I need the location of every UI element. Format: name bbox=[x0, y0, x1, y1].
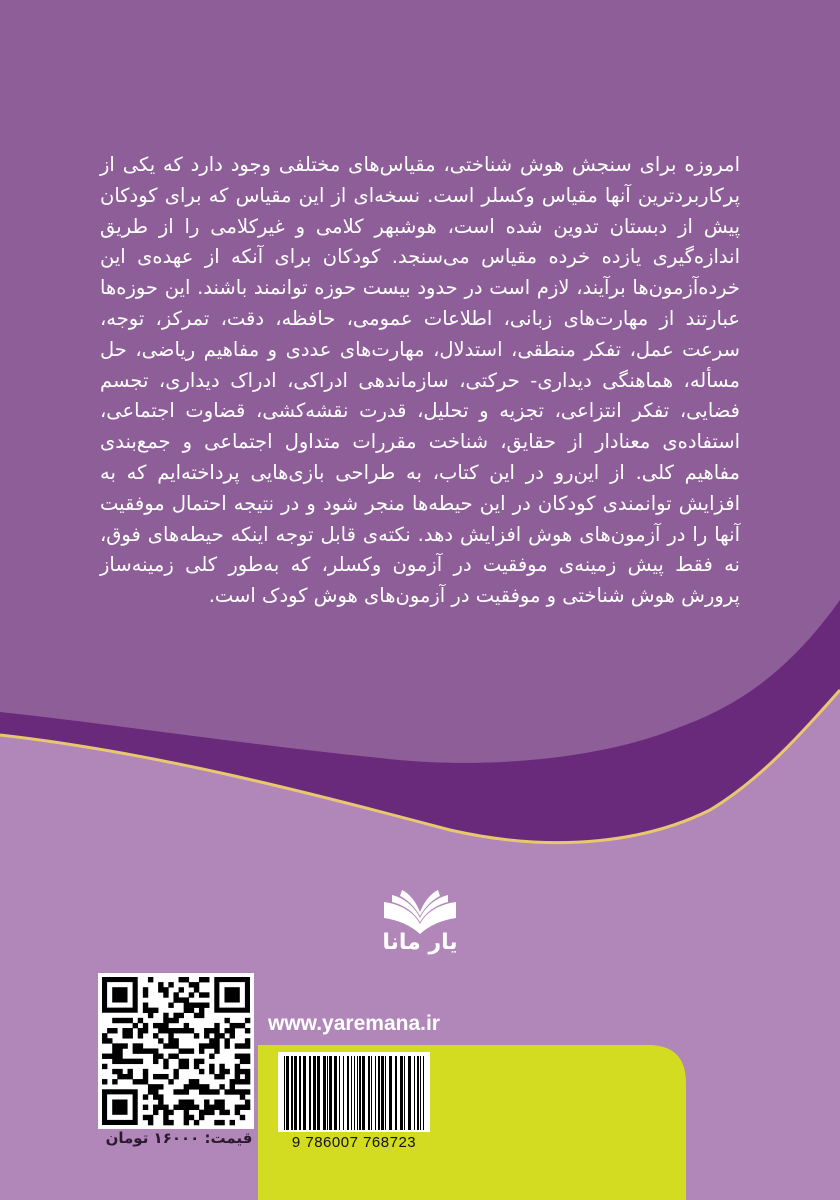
isbn-number: 9 786007 768723 bbox=[291, 1134, 417, 1151]
publisher-name: یار مانا bbox=[382, 930, 458, 955]
price-label: قیمت: ۱۶۰۰۰ تومان bbox=[105, 1129, 253, 1147]
back-cover-blurb: امروزه برای سنجش هوش شناختی، مقیاس‌های مختلفی وجود دارد که یکی از پرکاربردترین آنها مقیاس وکسلر است. نسخه‌ای از این مقیاس که برای کودکان پیش از دبستان تدوین شده است، هوشبهر کلامی و غیرکلامی را از طریق اندازه‌گیری یازده خرده مقیاس می‌سنجد. کودکان برای آنکه از عهده‌ی این خرده‌آزمون‌ها برآیند، لازم است در حدود بیست حوزه توانمند باشند. این حوزه‌ها عبارتند از مهارت‌های زبانی، اطلاعات عمومی، حافظه، دقت، تمرکز، توجه، سرعت عمل، تفکر منطقی، استدلال، مهارت‌های عددی و مفاهیم ریاضی، حل مسأله، هماهنگی دیداری- حرکتی، سازماندهی ادراکی، ادراک دیداری، تجسم فضایی، تفکر انتزاعی، تجزیه و تحلیل، قدرت نقشه‌کشی، قضاوت اجتماعی، استفاده‌ی معنادار از حقایق، شناخت مقررات متداول اجتماعی و جمع‌بندی مفاهیم کلی. از این‌رو در این کتاب، به طراحی بازی‌هایی پرداخته‌ایم که به افزایش توانمندی کودکان در این حیطه‌ها منجر شود و در نتیجه احتمال موفقیت آنها را در آزمون‌های هوش افزایش دهد. نکته‌ی قابل توجه اینکه حیطه‌های فوق، نه فقط پیش زمینه‌ی موفقیت در آزمون وکسلر، که به‌طور کلی زمینه‌ساز پرورش هوش شناختی و موفقیت در آزمون‌های هوش کودک است. bbox=[100, 153, 740, 608]
barcode-icon bbox=[278, 1052, 430, 1132]
qr-code-icon bbox=[98, 973, 254, 1129]
publisher-website[interactable]: www.yaremana.ir bbox=[268, 1012, 440, 1035]
